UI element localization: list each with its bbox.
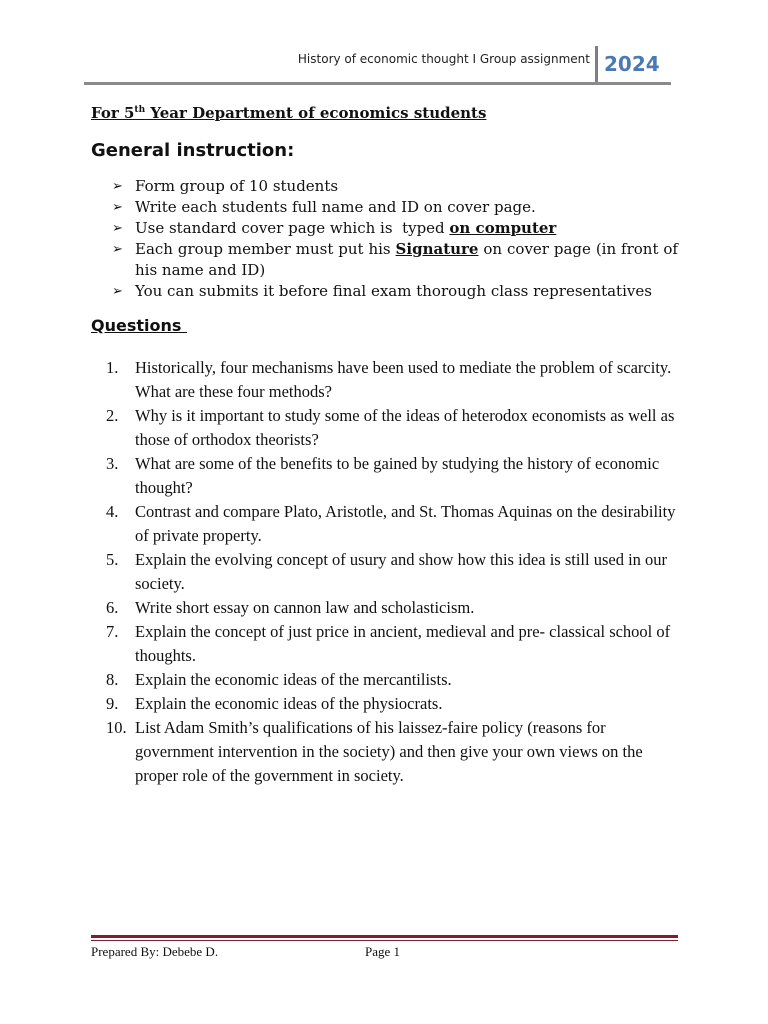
department-sup: th	[134, 105, 146, 115]
question-text: List Adam Smith’s qualifications of his laissez-faire policy (reasons for government intervention in the society) and then give your own views on the proper role of the government in society.	[135, 718, 643, 785]
question-text: Explain the evolving concept of usury and show how this idea is still used in our society.	[135, 550, 668, 593]
instruction-text: on cover page (in front of his name and ID)	[135, 240, 678, 279]
instruction-text: You can submits it before final exam thorough class representatives	[135, 282, 652, 300]
instruction-text: Form group of 10 students	[135, 177, 339, 195]
question-number: 7.	[106, 622, 119, 641]
instruction-item	[112, 218, 678, 239]
question-text: Why is it important to study some of the ideas of heterodox economists as well as those of orthodox theorists?	[135, 406, 675, 449]
arrow-bullet-icon: ➢	[112, 242, 123, 257]
instruction-item	[112, 239, 678, 281]
header-year: 2024	[604, 52, 660, 76]
question-item	[106, 620, 680, 668]
instruction-text: Each group member must put his	[135, 240, 396, 258]
question-text: Explain the economic ideas of the mercantilists.	[135, 670, 452, 689]
arrow-bullet-icon: ➢	[112, 284, 123, 299]
question-text: Explain the concept of just price in ancient, medieval and pre- classical school of thoughts.	[135, 622, 671, 665]
question-item	[106, 404, 680, 452]
question-number: 1.	[106, 358, 119, 377]
instruction-item	[112, 197, 678, 218]
header-title: History of economic thought I Group assignment	[297, 52, 590, 66]
footer-rule-thin	[91, 940, 678, 941]
instruction-text: Use standard cover page which is typed	[135, 219, 450, 237]
question-text: Historically, four mechanisms have been used to mediate the problem of scarcity. What are these four methods?	[135, 358, 672, 401]
footer-prepared-by: Prepared By: Debebe D.	[91, 944, 219, 959]
question-item	[106, 692, 680, 716]
header-divider	[595, 46, 598, 84]
department-heading	[91, 104, 486, 122]
department-prefix: For 5	[91, 104, 135, 122]
question-text: Explain the economic ideas of the physiocrats.	[135, 694, 443, 713]
instruction-emphasis: on computer	[449, 219, 557, 237]
arrow-bullet-icon: ➢	[112, 179, 123, 194]
question-item	[106, 668, 680, 692]
instruction-emphasis: Signature	[395, 240, 479, 258]
question-item	[106, 356, 680, 404]
department-suffix: Year Department of economics students	[145, 104, 487, 122]
instruction-item	[112, 176, 678, 197]
question-number: 9.	[106, 694, 119, 713]
questions-title: Questions	[91, 316, 187, 335]
instruction-text: Write each students full name and ID on cover page.	[135, 198, 536, 216]
question-item	[106, 596, 680, 620]
footer-page-number: Page 1	[365, 944, 401, 959]
header-rule	[84, 82, 671, 85]
question-item	[106, 716, 680, 788]
question-number: 4.	[106, 502, 119, 521]
question-number: 10.	[106, 718, 127, 737]
question-item	[106, 452, 680, 500]
question-number: 8.	[106, 670, 119, 689]
question-text: Write short essay on cannon law and scholasticism.	[135, 598, 475, 617]
question-text: Contrast and compare Plato, Aristotle, and St. Thomas Aquinas on the desirability of private property.	[135, 502, 676, 545]
instruction-list	[112, 176, 678, 302]
question-number: 3.	[106, 454, 119, 473]
general-instruction-title: General instruction:	[91, 140, 295, 161]
question-number: 6.	[106, 598, 119, 617]
question-item	[106, 548, 680, 596]
arrow-bullet-icon: ➢	[112, 200, 123, 215]
question-text: What are some of the benefits to be gained by studying the history of economic thought?	[135, 454, 660, 497]
questions-list	[106, 356, 680, 788]
question-item	[106, 500, 680, 548]
footer-rule	[91, 935, 678, 938]
question-number: 2.	[106, 406, 119, 425]
arrow-bullet-icon: ➢	[112, 221, 123, 236]
question-number: 5.	[106, 550, 119, 569]
instruction-item	[112, 281, 678, 302]
